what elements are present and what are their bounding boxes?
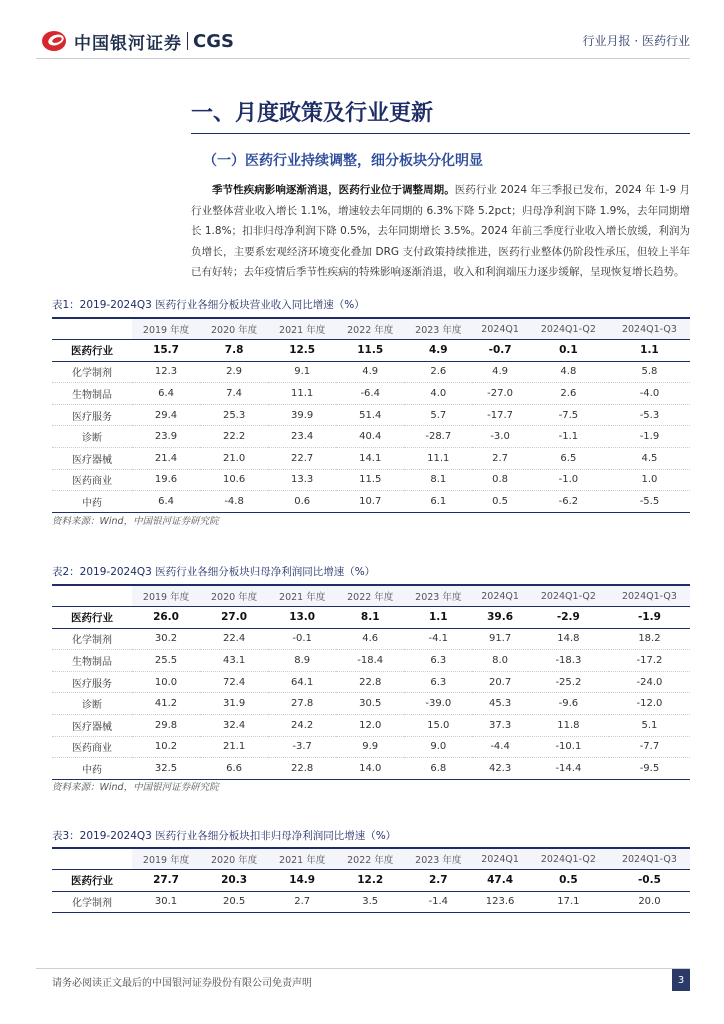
column-header: 2020 年度 [200, 318, 268, 340]
table-cell: 3.5 [336, 891, 404, 913]
logo-divider [187, 32, 188, 50]
header-corner [52, 848, 132, 870]
table-cell: 6.3 [404, 671, 472, 693]
row-label: 生物制品 [52, 383, 132, 405]
column-header: 2023 年度 [404, 318, 472, 340]
table-cell: 19.6 [132, 469, 200, 491]
table-cell: 30.1 [132, 891, 200, 913]
table-cell: 9.1 [268, 361, 336, 383]
table-row [52, 383, 690, 405]
table-row [52, 671, 690, 693]
column-header: 2019 年度 [132, 318, 200, 340]
table-cell: 22.2 [200, 426, 268, 448]
table-cell: 72.4 [200, 671, 268, 693]
table-cell: 11.8 [528, 715, 609, 737]
table-cell: 20.5 [200, 891, 268, 913]
column-header: 2024Q1 [472, 585, 528, 607]
table-row [52, 426, 690, 448]
table-2 [52, 584, 690, 780]
table-cell: 123.6 [472, 891, 528, 913]
table-cell: 6.5 [528, 448, 609, 470]
row-label: 化学制剂 [52, 628, 132, 650]
company-logo [40, 28, 234, 54]
table-cell: 47.4 [472, 870, 528, 892]
table-row [52, 491, 690, 513]
table-1-caption: 表1：2019-2024Q3 医药行业各细分板块营业收入同比增速（%） [52, 299, 365, 311]
table-cell: 0.1 [528, 340, 609, 362]
table-cell: -4.4 [472, 736, 528, 758]
column-header: 2019 年度 [132, 585, 200, 607]
table-cell: 2.9 [200, 361, 268, 383]
paragraph-lead: 季节性疾病影响逐渐消退，医药行业位于调整周期。 [212, 184, 455, 196]
table-cell: 39.9 [268, 404, 336, 426]
table-cell: 91.7 [472, 628, 528, 650]
row-label: 医疗服务 [52, 404, 132, 426]
table-cell: 37.3 [472, 715, 528, 737]
table-cell: 20.0 [609, 891, 690, 913]
table-cell: 64.1 [268, 671, 336, 693]
column-header: 2021 年度 [268, 848, 336, 870]
table-cell: 8.1 [336, 607, 404, 629]
table-cell: 21.0 [200, 448, 268, 470]
row-label: 诊断 [52, 693, 132, 715]
table-cell: -28.7 [404, 426, 472, 448]
section-title: 一、月度政策及行业更新 [191, 100, 434, 126]
table-cell: -12.0 [609, 693, 690, 715]
table-cell: 14.0 [336, 758, 404, 780]
table-cell: 23.9 [132, 426, 200, 448]
table-cell: 12.0 [336, 715, 404, 737]
column-header: 2024Q1-Q2 [528, 318, 609, 340]
table-header-row [52, 848, 690, 870]
table-cell: -14.4 [528, 758, 609, 780]
table-cell: 10.7 [336, 491, 404, 513]
table-cell: -27.0 [472, 383, 528, 405]
table-row [52, 469, 690, 491]
table-cell: 6.4 [132, 491, 200, 513]
table-cell: 12.2 [336, 870, 404, 892]
table-1-source: 资料来源：Wind，中国银河证券研究院 [52, 516, 219, 527]
table-cell: 25.5 [132, 650, 200, 672]
column-header: 2024Q1-Q3 [609, 848, 690, 870]
table-cell: 4.0 [404, 383, 472, 405]
table-cell: 40.4 [336, 426, 404, 448]
table-cell: 11.1 [268, 383, 336, 405]
column-header: 2024Q1-Q3 [609, 318, 690, 340]
table-cell: 21.4 [132, 448, 200, 470]
table-row [52, 628, 690, 650]
table-cell: -5.5 [609, 491, 690, 513]
table-cell: 32.4 [200, 715, 268, 737]
table-row [52, 650, 690, 672]
table-cell: -1.9 [609, 426, 690, 448]
table-cell: 13.0 [268, 607, 336, 629]
table-cell: 2.7 [268, 891, 336, 913]
table-cell: 1.1 [609, 340, 690, 362]
table-cell: 2.6 [404, 361, 472, 383]
row-label: 中药 [52, 491, 132, 513]
table-2-caption: 表2：2019-2024Q3 医药行业各细分板块归母净利润同比增速（%） [52, 566, 376, 578]
table-cell: 32.5 [132, 758, 200, 780]
header-divider [36, 58, 690, 59]
table-cell: 2.7 [472, 448, 528, 470]
table-cell: -7.7 [609, 736, 690, 758]
table-row [52, 340, 690, 362]
table-cell: -39.0 [404, 693, 472, 715]
column-header: 2024Q1 [472, 318, 528, 340]
row-label: 化学制剂 [52, 361, 132, 383]
row-label: 医药商业 [52, 736, 132, 758]
table-cell: -6.4 [336, 383, 404, 405]
table-cell: 12.3 [132, 361, 200, 383]
table-cell: 4.5 [609, 448, 690, 470]
row-label: 诊断 [52, 426, 132, 448]
table-cell: 18.2 [609, 628, 690, 650]
paragraph-body: 医药行业 2024 年三季报已发布，2024 年 1-9 月行业整体营业收入增长 1.1%，增速较去年同期的 6.3%下降 5.2pct；归母净利润下降 1.9%，去年同期增长 1.8%；扣非归母净利润下降 0.5%，去年同期增长 3.5%。2024 年前三季度行业收入增长放缓，利润为负增长，主要系宏观经济环境变化叠加 DRG 支付政策持续推进，医药行业整体仍阶段性承压，但较上半年已有好转；去年疫情后季节性疾病的特殊影响逐渐消退，收入和利润端压力逐步缓解，呈现恢复增长趋势。 [191, 184, 691, 279]
footer-disclaimer: 请务必阅读正文最后的中国银河证券股份有限公司免责声明 [52, 978, 312, 989]
table-cell: 30.2 [132, 628, 200, 650]
table-cell: -4.8 [200, 491, 268, 513]
table-header-row [52, 585, 690, 607]
table-cell: 20.3 [200, 870, 268, 892]
body-paragraph [191, 180, 690, 283]
table-cell: 25.3 [200, 404, 268, 426]
column-header: 2020 年度 [200, 848, 268, 870]
table-cell: 9.0 [404, 736, 472, 758]
table-cell: 17.1 [528, 891, 609, 913]
row-label: 医药行业 [52, 340, 132, 362]
row-label: 医疗器械 [52, 715, 132, 737]
table-cell: 24.2 [268, 715, 336, 737]
table-cell: -4.1 [404, 628, 472, 650]
column-header: 2021 年度 [268, 318, 336, 340]
table-cell: 5.7 [404, 404, 472, 426]
table-cell: 4.9 [472, 361, 528, 383]
row-label: 医药行业 [52, 870, 132, 892]
table-cell: 4.9 [336, 361, 404, 383]
table-cell: 5.1 [609, 715, 690, 737]
table-cell: 14.9 [268, 870, 336, 892]
table-cell: 39.6 [472, 607, 528, 629]
column-header: 2024Q1-Q3 [609, 585, 690, 607]
table-cell: 22.7 [268, 448, 336, 470]
table-cell: 0.5 [472, 491, 528, 513]
column-header: 2022 年度 [336, 585, 404, 607]
row-label: 中药 [52, 758, 132, 780]
table-cell: 27.7 [132, 870, 200, 892]
table-row [52, 758, 690, 780]
table-cell: 14.8 [528, 628, 609, 650]
table-cell: 23.4 [268, 426, 336, 448]
table-cell: -2.9 [528, 607, 609, 629]
table-cell: -25.2 [528, 671, 609, 693]
table-row [52, 736, 690, 758]
column-header: 2021 年度 [268, 585, 336, 607]
table-cell: -6.2 [528, 491, 609, 513]
table-cell: 7.4 [200, 383, 268, 405]
table-cell: 41.2 [132, 693, 200, 715]
table-cell: 20.7 [472, 671, 528, 693]
table-cell: 6.4 [132, 383, 200, 405]
table-cell: 2.6 [528, 383, 609, 405]
table-cell: -17.2 [609, 650, 690, 672]
table-cell: 42.3 [472, 758, 528, 780]
table-cell: 15.0 [404, 715, 472, 737]
table-cell: -1.1 [528, 426, 609, 448]
table-cell: -5.3 [609, 404, 690, 426]
table-cell: 10.0 [132, 671, 200, 693]
table-cell: 45.3 [472, 693, 528, 715]
table-cell: 0.5 [528, 870, 609, 892]
table-cell: 0.8 [472, 469, 528, 491]
table-cell: 22.4 [200, 628, 268, 650]
table-cell: 9.9 [336, 736, 404, 758]
table-header-row [52, 318, 690, 340]
table-cell: 43.1 [200, 650, 268, 672]
column-header: 2023 年度 [404, 585, 472, 607]
header-corner [52, 318, 132, 340]
column-header: 2019 年度 [132, 848, 200, 870]
column-header: 2023 年度 [404, 848, 472, 870]
table-row [52, 361, 690, 383]
report-type: 行业月报 · 医药行业 [582, 34, 690, 48]
logo-name: 中国银河证券 [74, 33, 182, 54]
table-cell: 29.8 [132, 715, 200, 737]
table-cell: 8.1 [404, 469, 472, 491]
table-cell: 8.9 [268, 650, 336, 672]
table-3-caption: 表3：2019-2024Q3 医药行业各细分板块扣非归母净利润同比增速（%） [52, 830, 397, 842]
table-cell: -10.1 [528, 736, 609, 758]
table-cell: 5.8 [609, 361, 690, 383]
table-row [52, 891, 690, 913]
table-cell: -3.0 [472, 426, 528, 448]
table-row [52, 448, 690, 470]
table-cell: 30.5 [336, 693, 404, 715]
column-header: 2024Q1 [472, 848, 528, 870]
table-cell: 10.6 [200, 469, 268, 491]
table-cell: 14.1 [336, 448, 404, 470]
table-cell: -18.4 [336, 650, 404, 672]
table-cell: 11.1 [404, 448, 472, 470]
table-cell: -3.7 [268, 736, 336, 758]
table-cell: 4.6 [336, 628, 404, 650]
table-row [52, 693, 690, 715]
page-number: 3 [672, 969, 690, 991]
table-cell: -1.4 [404, 891, 472, 913]
table-cell: -0.5 [609, 870, 690, 892]
column-header: 2024Q1-Q2 [528, 585, 609, 607]
table-row [52, 715, 690, 737]
table-1 [52, 317, 690, 513]
table-row [52, 404, 690, 426]
row-label: 医疗服务 [52, 671, 132, 693]
table-cell: 4.8 [528, 361, 609, 383]
table-cell: 8.0 [472, 650, 528, 672]
footer-divider [36, 968, 690, 969]
table-cell: -17.7 [472, 404, 528, 426]
table-cell: -18.3 [528, 650, 609, 672]
row-label: 化学制剂 [52, 891, 132, 913]
logo-cgs: CGS [193, 30, 234, 52]
row-label: 医药商业 [52, 469, 132, 491]
table-cell: 11.5 [336, 340, 404, 362]
table-cell: -7.5 [528, 404, 609, 426]
table-cell: -0.1 [268, 628, 336, 650]
section-divider [191, 133, 690, 134]
table-cell: 1.0 [609, 469, 690, 491]
table-cell: 6.6 [200, 758, 268, 780]
table-cell: -9.6 [528, 693, 609, 715]
row-label: 医药行业 [52, 607, 132, 629]
table-cell: 6.3 [404, 650, 472, 672]
table-cell: -4.0 [609, 383, 690, 405]
table-cell: 13.3 [268, 469, 336, 491]
header-corner [52, 585, 132, 607]
table-cell: 11.5 [336, 469, 404, 491]
table-cell: 22.8 [336, 671, 404, 693]
table-cell: 6.1 [404, 491, 472, 513]
table-cell: 7.8 [200, 340, 268, 362]
column-header: 2020 年度 [200, 585, 268, 607]
table-cell: 27.8 [268, 693, 336, 715]
table-cell: -1.9 [609, 607, 690, 629]
table-cell: 12.5 [268, 340, 336, 362]
table-cell: 10.2 [132, 736, 200, 758]
sub-title: （一）医药行业持续调整，细分板块分化明显 [203, 153, 483, 169]
table-cell: -24.0 [609, 671, 690, 693]
table-cell: 15.7 [132, 340, 200, 362]
table-cell: 22.8 [268, 758, 336, 780]
column-header: 2022 年度 [336, 318, 404, 340]
table-cell: -0.7 [472, 340, 528, 362]
table-cell: 0.6 [268, 491, 336, 513]
galaxy-logo-icon [40, 29, 68, 53]
table-cell: 6.8 [404, 758, 472, 780]
table-row [52, 870, 690, 892]
table-cell: 51.4 [336, 404, 404, 426]
table-cell: 1.1 [404, 607, 472, 629]
column-header: 2024Q1-Q2 [528, 848, 609, 870]
table-cell: 31.9 [200, 693, 268, 715]
row-label: 医疗器械 [52, 448, 132, 470]
table-3 [52, 847, 690, 913]
table-cell: 4.9 [404, 340, 472, 362]
table-cell: 27.0 [200, 607, 268, 629]
table-cell: -1.0 [528, 469, 609, 491]
table-cell: 29.4 [132, 404, 200, 426]
column-header: 2022 年度 [336, 848, 404, 870]
table-row [52, 607, 690, 629]
table-cell: 2.7 [404, 870, 472, 892]
table-cell: -9.5 [609, 758, 690, 780]
table-2-source: 资料来源：Wind，中国银河证券研究院 [52, 782, 219, 793]
row-label: 生物制品 [52, 650, 132, 672]
table-cell: 21.1 [200, 736, 268, 758]
table-cell: 26.0 [132, 607, 200, 629]
